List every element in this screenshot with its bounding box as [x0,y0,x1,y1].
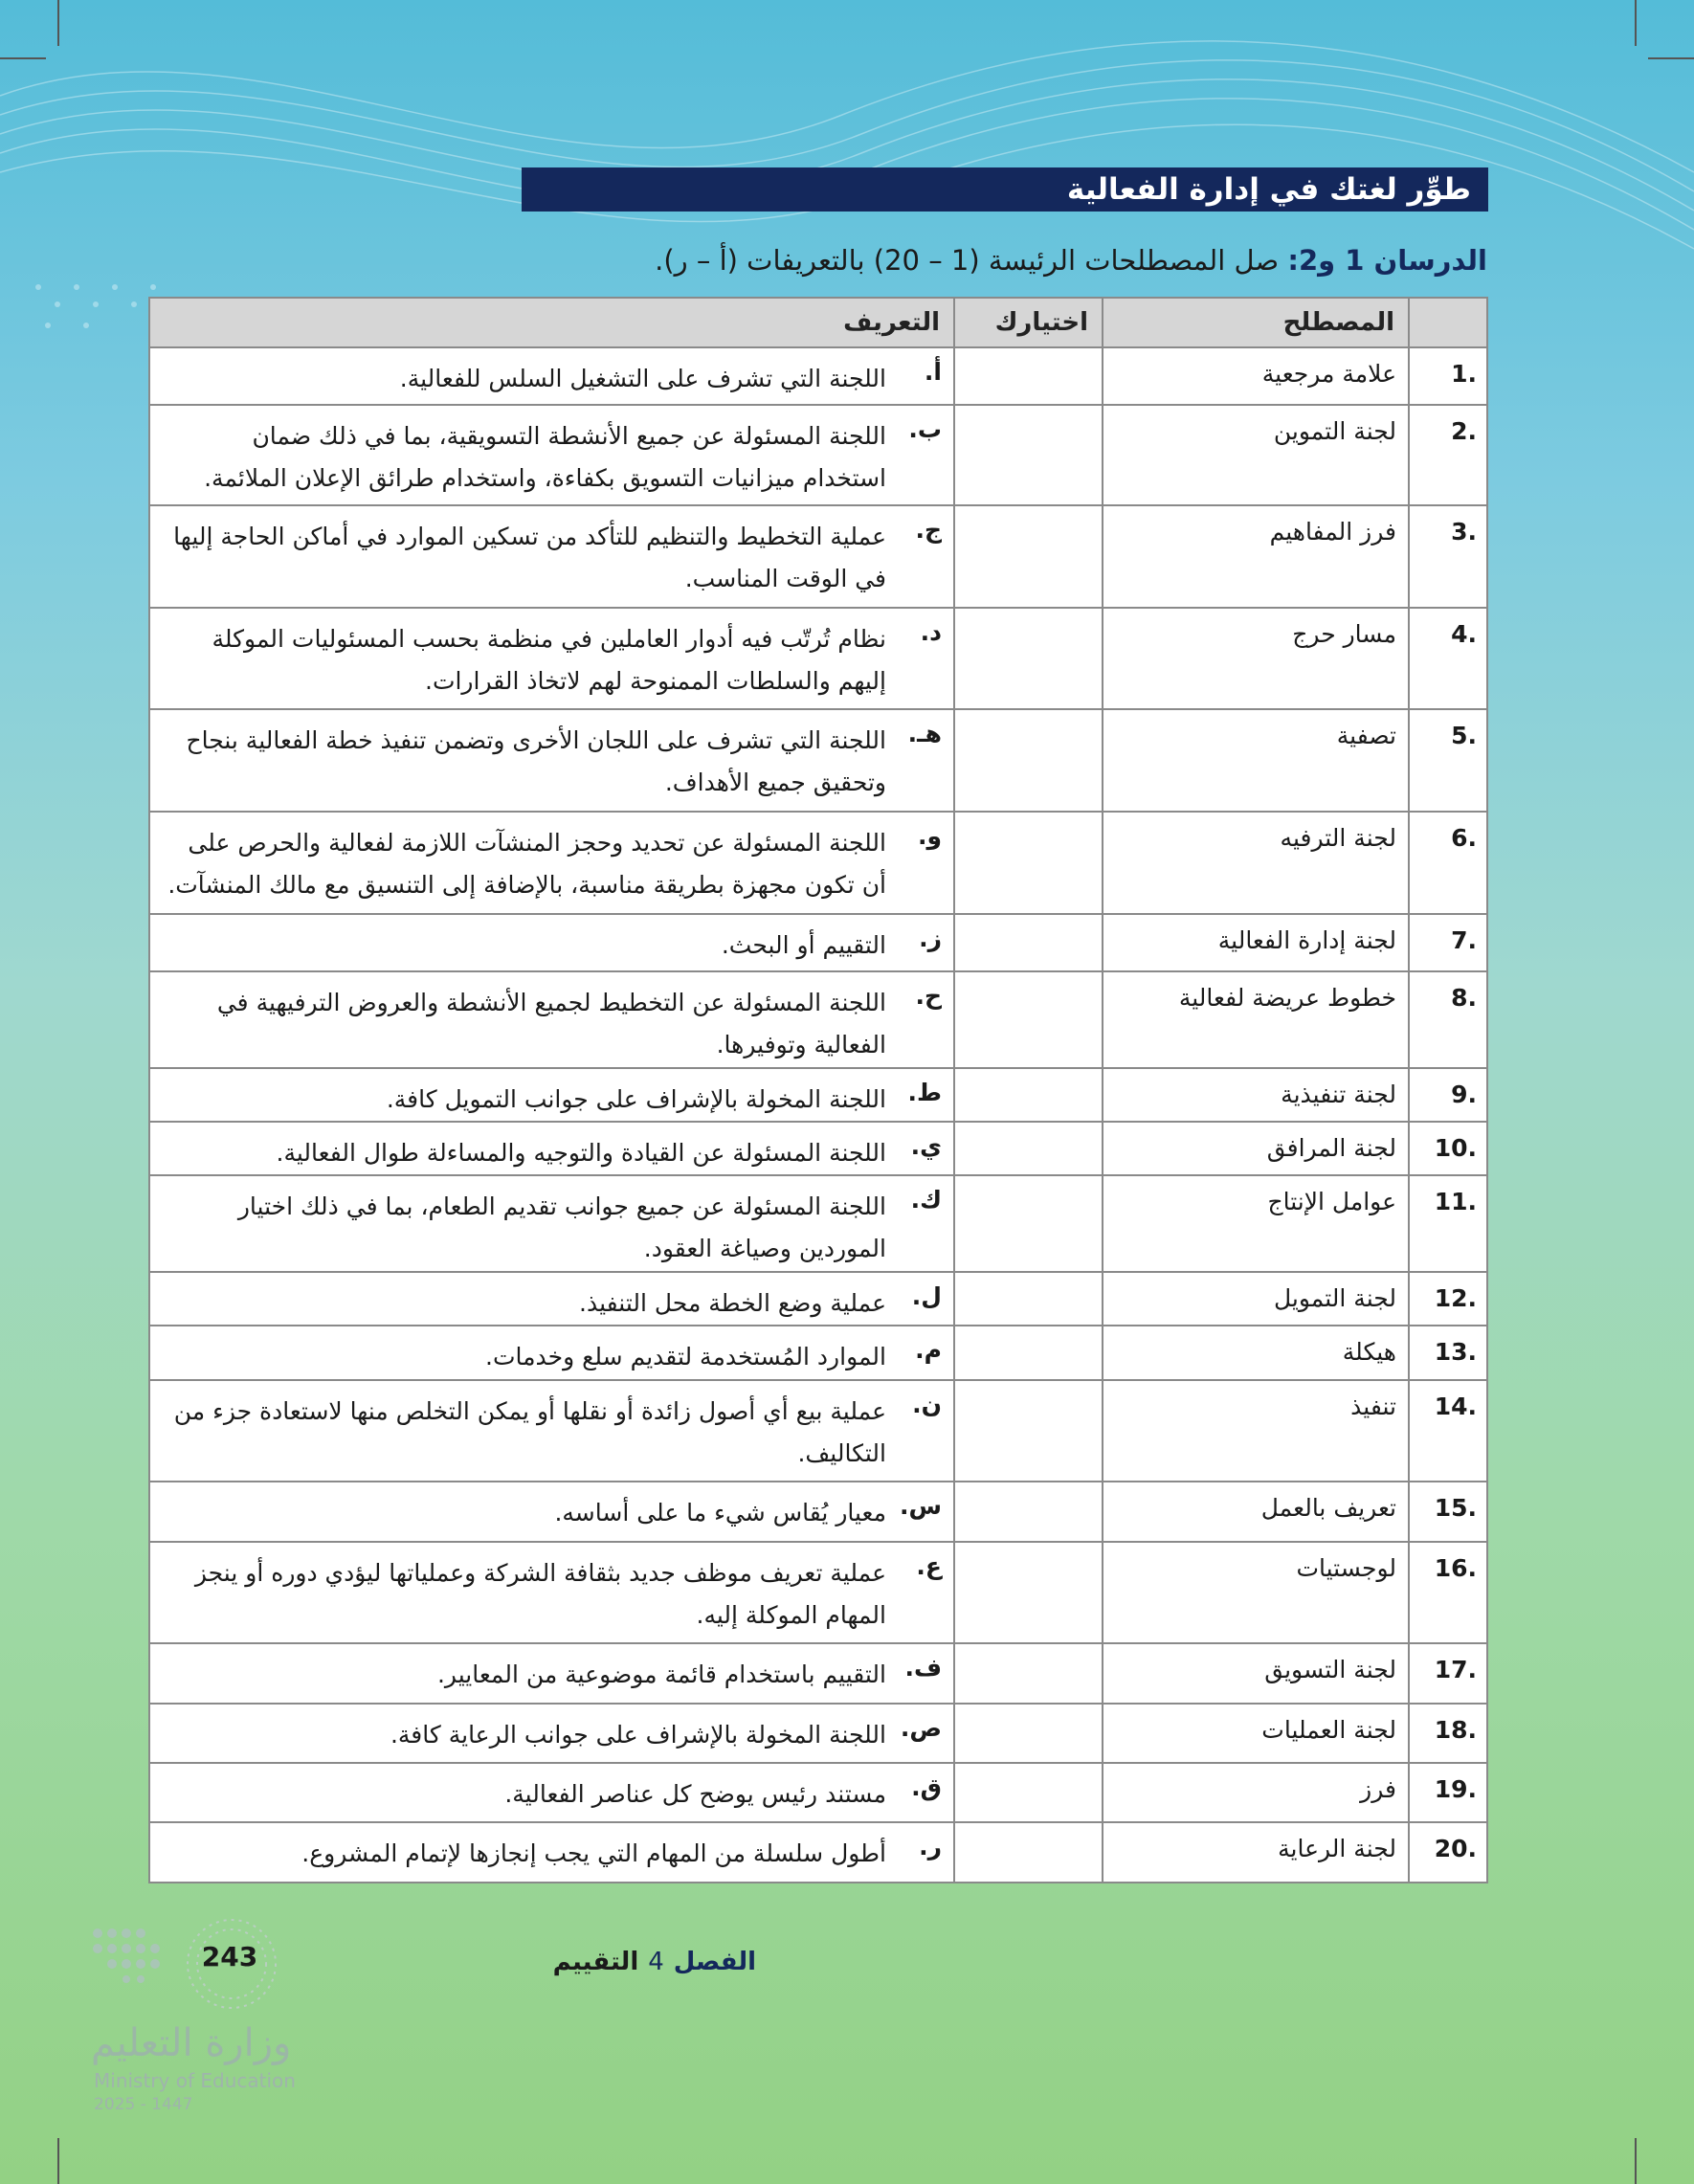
definition-text: اللجنة المسئولة عن جميع الأنشطة التسويقية، بما في ذلك ضمان استخدام ميزانيات التسويق بكفاءة، واستخدام طرائق الإعلان الملائمة. [204,422,886,493]
definition-letter: ك. [910,1186,942,1215]
term-cell: لجنة تنفيذية [1103,1068,1409,1122]
term-number: .20 [1409,1822,1487,1883]
choice-cell[interactable] [954,1542,1103,1644]
definition-text: أطول سلسلة من المهام التي يجب إنجازها لإتمام المشروع. [301,1839,886,1868]
table-row [149,347,1487,405]
choice-cell[interactable] [954,1704,1103,1763]
definition-letter: ج. [915,516,942,545]
table-row [149,1380,1487,1482]
table-row [149,1122,1487,1175]
definition-letter: ي. [910,1131,942,1160]
term-cell: لجنة المرافق [1103,1122,1409,1175]
definition-cell [149,1482,954,1541]
definition-letter: ز. [919,924,942,952]
table-row [149,1272,1487,1326]
definition-text: عملية تعريف موظف جديد بثقافة الشركة وعملياتها ليؤدي دوره أو ينجز المهام الموكلة إليه. [194,1558,886,1629]
chapter-label: الفصل [673,1948,756,1976]
definition-letter: د. [920,617,942,646]
definition-letter: هـ. [907,720,942,748]
term-number: .3 [1409,505,1487,608]
chapter-footer [536,1943,756,1981]
term-number: .2 [1409,405,1487,505]
choice-cell[interactable] [954,1822,1103,1883]
definition-text: عملية بيع أي أصول زائدة أو نقلها أو يمكن التخلص منها لاستعادة جزء من التكاليف. [173,1396,886,1467]
term-number: .7 [1409,914,1487,971]
definition-cell [149,1643,954,1703]
definition-text: اللجنة المسئولة عن القيادة والتوجيه والمساءلة طوال الفعالية. [276,1138,886,1167]
definition-letter: م. [915,1336,942,1365]
definition-cell [149,347,954,405]
term-cell: عوامل الإنتاج [1103,1175,1409,1272]
crop-mark [1648,57,1694,59]
term-cell: لجنة التمويل [1103,1272,1409,1326]
definition-cell [149,812,954,914]
choice-cell[interactable] [954,1122,1103,1175]
term-number: .6 [1409,812,1487,914]
term-cell: تصفية [1103,709,1409,812]
term-cell: لجنة الرعاية [1103,1822,1409,1883]
definition-cell [149,1175,954,1272]
definition-cell [149,505,954,608]
table-row [149,1326,1487,1379]
definition-text: اللجنة المسئولة عن تحديد وحجز المنشآت اللازمة لفعالية والحرص على أن تكون مجهزة بطريقة مناسبة، بالإضافة إلى التنسيق مع مالك المنشآت. [167,828,886,899]
choice-cell[interactable] [954,1272,1103,1326]
definition-cell [149,914,954,971]
instruction-text: صل المصطلحات الرئيسة (1 – 20) بالتعريفات (أ – ر). [655,244,1280,277]
definition-cell [149,1068,954,1122]
definition-cell [149,1326,954,1379]
definition-letter: ف. [904,1654,942,1683]
term-cell: لجنة إدارة الفعالية [1103,914,1409,971]
term-number: .1 [1409,347,1487,405]
table-row [149,812,1487,914]
definition-cell [149,1822,954,1883]
choice-cell[interactable] [954,1326,1103,1379]
choice-cell[interactable] [954,812,1103,914]
crop-mark [1635,0,1637,46]
instruction-line [431,239,1493,281]
definition-text: اللجنة المخولة بالإشراف على جوانب التمويل كافة. [386,1084,886,1113]
table-row [149,1704,1487,1763]
term-number: .16 [1409,1542,1487,1644]
definition-cell [149,709,954,812]
ministry-logo-icon [88,1914,308,2019]
term-number: .8 [1409,971,1487,1068]
definition-cell [149,1380,954,1482]
term-number: .10 [1409,1122,1487,1175]
definition-text: نظام تُرتّب فيه أدوار العاملين في منظمة بحسب المسئوليات الموكلة إليهم والسلطات الممنوحة لهم لاتخاذ القرارات. [212,624,886,695]
definition-text: اللجنة المخولة بالإشراف على جوانب الرعاية كافة. [390,1720,886,1749]
term-cell: هيكلة [1103,1326,1409,1379]
chapter-number: 4 [648,1948,664,1976]
definition-letter: و. [917,821,942,850]
definition-text: مستند رئيس يوضح كل عناصر الفعالية. [504,1780,886,1809]
ministry-name-english: Ministry of Education [94,2069,296,2092]
choice-cell[interactable] [954,914,1103,971]
definition-text: التقييم باستخدام قائمة موضوعية من المعايير. [436,1660,886,1689]
choice-cell[interactable] [954,608,1103,710]
table-row [149,505,1487,608]
definition-letter: ق. [911,1773,942,1802]
term-number: .9 [1409,1068,1487,1122]
term-cell: فرز [1103,1763,1409,1822]
definition-text: اللجنة التي تشرف على التشغيل السلس للفعالية. [399,365,886,392]
term-cell: لوجستيات [1103,1542,1409,1644]
term-number: .11 [1409,1175,1487,1272]
definition-text: اللجنة التي تشرف على اللجان الأخرى وتضمن تنفيذ خطة الفعالية بنجاح وتحقيق جميع الأهداف. [186,726,886,797]
definition-letter: ن. [912,1390,942,1418]
crop-mark [0,57,46,59]
definition-letter: ح. [915,982,942,1011]
table-row [149,1763,1487,1822]
table-row [149,1542,1487,1644]
matching-table [148,297,1488,1883]
definition-text: عملية التخطيط والتنظيم للتأكد من تسكين الموارد في أماكن الحاجة إليها في الوقت المناسب. [173,523,886,593]
page-number: 243 [201,1941,258,1972]
definition-letter: ع. [916,1551,942,1580]
definition-letter: ص. [900,1713,942,1742]
choice-cell[interactable] [954,971,1103,1068]
crop-mark [1635,2138,1637,2184]
term-number: .18 [1409,1704,1487,1763]
term-cell: تعريف بالعمل [1103,1482,1409,1541]
table-row [149,971,1487,1068]
definition-letter: ل. [911,1281,942,1310]
term-number: .4 [1409,608,1487,710]
section-title: طوِّر لغتك في إدارة الفعالية [522,167,1488,212]
definition-text: معيار يُقاس شيء ما على أساسه. [554,1499,886,1527]
chapter-section: التقييم [552,1948,639,1976]
definition-text: عملية وضع الخطة محل التنفيذ. [579,1288,886,1317]
choice-cell[interactable] [954,1643,1103,1703]
definition-letter: ط. [907,1078,942,1106]
instruction-lead: الدرسان 1 و2: [1287,244,1487,277]
definition-cell [149,1272,954,1326]
choice-cell[interactable] [954,709,1103,812]
definition-cell [149,971,954,1068]
choice-cell[interactable] [954,1068,1103,1122]
term-cell: تنفيذ [1103,1380,1409,1482]
definition-cell [149,1122,954,1175]
definition-text: اللجنة المسئولة عن جميع جوانب تقديم الطعام، بما في ذلك اختيار الموردين وصياغة العقود. [237,1192,886,1263]
choice-cell[interactable] [954,1380,1103,1482]
table-header-row [149,298,1487,347]
table-row [149,1643,1487,1703]
term-number: .14 [1409,1380,1487,1482]
definition-letter: ر. [919,1833,942,1861]
definition-text: اللجنة المسئولة عن التخطيط لجميع الأنشطة والعروض الترفيهية في الفعالية وتوفيرها. [216,989,886,1059]
ministry-year: 2025 - 1447 [94,2095,193,2114]
choice-cell[interactable] [954,1482,1103,1541]
table-row [149,405,1487,505]
definition-letter: أ. [924,358,942,386]
crop-mark [57,2138,59,2184]
term-cell: مسار حرج [1103,608,1409,710]
definition-cell [149,1542,954,1644]
term-number: .15 [1409,1482,1487,1541]
term-cell: لجنة التموين [1103,405,1409,505]
header-term: المصطلح [1103,298,1409,347]
definition-cell [149,1704,954,1763]
header-definition: التعريف [149,298,954,347]
term-number: .19 [1409,1763,1487,1822]
definition-cell [149,405,954,505]
definition-letter: ب. [908,415,942,444]
choice-cell[interactable] [954,1763,1103,1822]
table-row [149,1068,1487,1122]
term-cell: لجنة العمليات [1103,1704,1409,1763]
choice-cell[interactable] [954,347,1103,405]
term-number: .5 [1409,709,1487,812]
term-cell: لجنة التسويق [1103,1643,1409,1703]
table-row [149,1482,1487,1541]
table-row [149,1175,1487,1272]
term-cell: خطوط عريضة لفعالية [1103,971,1409,1068]
ministry-name-arabic: وزارة التعليم [91,2021,292,2065]
term-number: .17 [1409,1643,1487,1703]
choice-cell[interactable] [954,405,1103,505]
term-number: .12 [1409,1272,1487,1326]
crop-mark [57,0,59,46]
term-number: .13 [1409,1326,1487,1379]
definition-text: التقييم أو البحث. [721,930,886,959]
definition-letter: س. [900,1492,942,1521]
table-row [149,608,1487,710]
term-cell: علامة مرجعية [1103,347,1409,405]
choice-cell[interactable] [954,1175,1103,1272]
term-cell: فرز المفاهيم [1103,505,1409,608]
definition-cell [149,608,954,710]
table-row [149,709,1487,812]
header-number [1409,298,1487,347]
table-row [149,1822,1487,1883]
choice-cell[interactable] [954,505,1103,608]
header-choice: اختيارك [954,298,1103,347]
definition-cell [149,1763,954,1822]
table-row [149,914,1487,971]
term-cell: لجنة الترفيه [1103,812,1409,914]
definition-text: الموارد المُستخدمة لتقديم سلع وخدمات. [485,1343,886,1371]
